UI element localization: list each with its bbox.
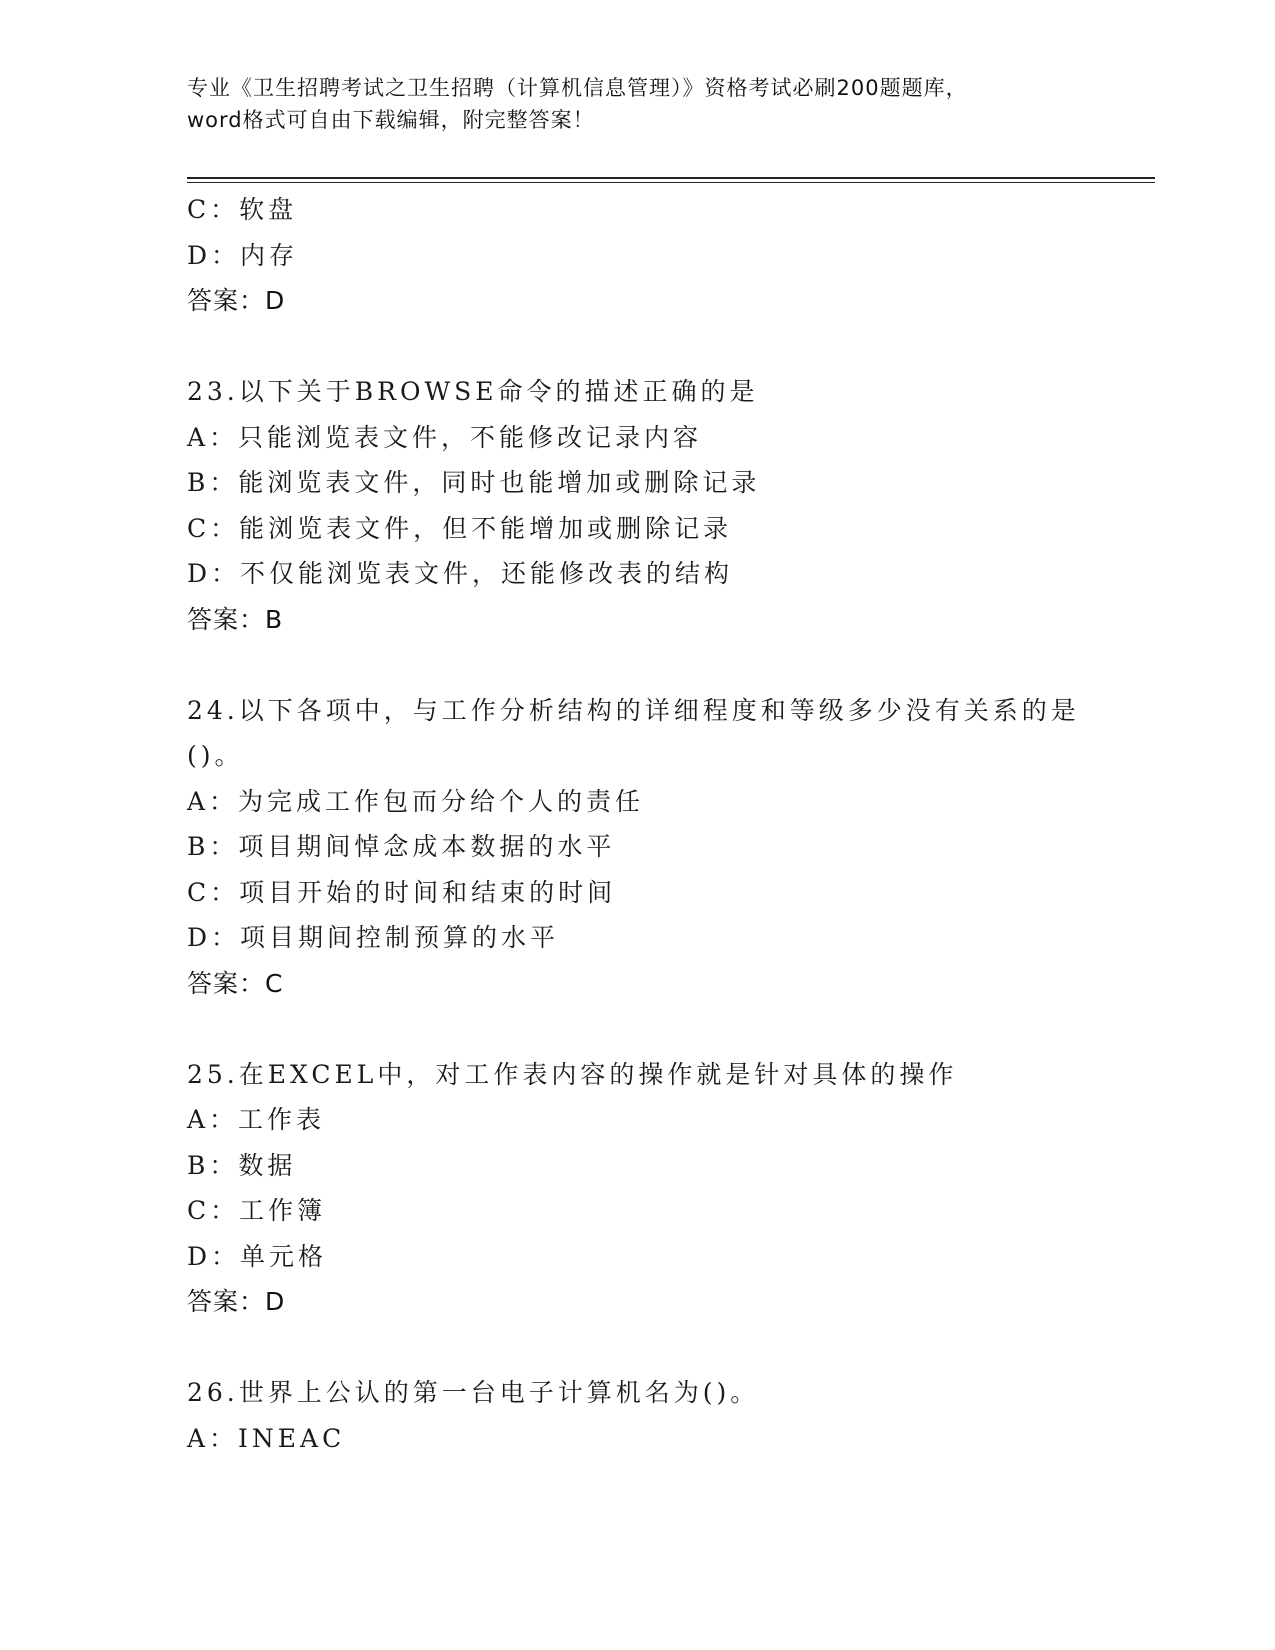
option-c: C：能浏览表文件，但不能增加或删除记录 — [187, 513, 733, 543]
spacer — [187, 642, 1087, 688]
option-b: B：能浏览表文件，同时也能增加或删除记录 — [187, 468, 761, 497]
header-line-2: word格式可自由下载编辑，附完整答案！ — [187, 108, 595, 132]
answer-line: 答案：D — [187, 1287, 286, 1316]
answer-line: 答案：C — [187, 968, 284, 998]
option-d: D：单元格 — [187, 1241, 328, 1271]
option-a: A：为完成工作包而分给个人的责任 — [187, 786, 645, 816]
option-d: D：项目期间控制预算的水平 — [187, 923, 560, 952]
option-c: C：软盘 — [187, 195, 298, 224]
option-d: D：内存 — [187, 240, 299, 270]
spacer — [187, 1006, 1087, 1052]
option-c: C：项目开始的时间和结束的时间 — [187, 877, 617, 907]
document-header — [187, 72, 1087, 136]
option-c: C：工作簿 — [187, 1196, 327, 1225]
option-a: A：工作表 — [187, 1105, 326, 1134]
header-line-1: 专业《卫生招聘考试之卫生招聘（计算机信息管理）》资格考试必刷200题题库， — [187, 76, 968, 100]
question-stem: 23.以下关于BROWSE命令的描述正确的是 — [187, 377, 759, 406]
question-list — [187, 187, 1087, 1461]
question-stem: 25.在EXCEL中，对工作表内容的操作就是针对具体的操作 — [187, 1059, 958, 1089]
answer-line: 答案：D — [187, 286, 286, 315]
question-25 — [187, 1052, 1087, 1325]
question-stem: 24.以下各项中，与工作分析结构的详细程度和等级多少没有关系的是 — [187, 695, 1080, 725]
question-26 — [187, 1370, 1087, 1461]
option-a: A：只能浏览表文件，不能修改记录内容 — [187, 422, 703, 452]
option-b: B：项目期间悼念成本数据的水平 — [187, 832, 616, 861]
option-a: A：INEAC — [187, 1423, 346, 1453]
question-stem: 26.世界上公认的第一台电子计算机名为()。 — [187, 1378, 760, 1407]
option-d: D：不仅能浏览表文件，还能修改表的结构 — [187, 559, 734, 588]
question-stem-continued: ()。 — [187, 741, 244, 770]
question-23 — [187, 369, 1087, 642]
answer-line: 答案：B — [187, 604, 284, 634]
header-divider-thin — [187, 182, 1155, 183]
header-divider-thick — [187, 177, 1155, 179]
option-b: B：数据 — [187, 1150, 297, 1180]
question-22-partial — [187, 187, 1087, 324]
question-24 — [187, 688, 1087, 1007]
spacer — [187, 324, 1087, 370]
spacer — [187, 1325, 1087, 1371]
